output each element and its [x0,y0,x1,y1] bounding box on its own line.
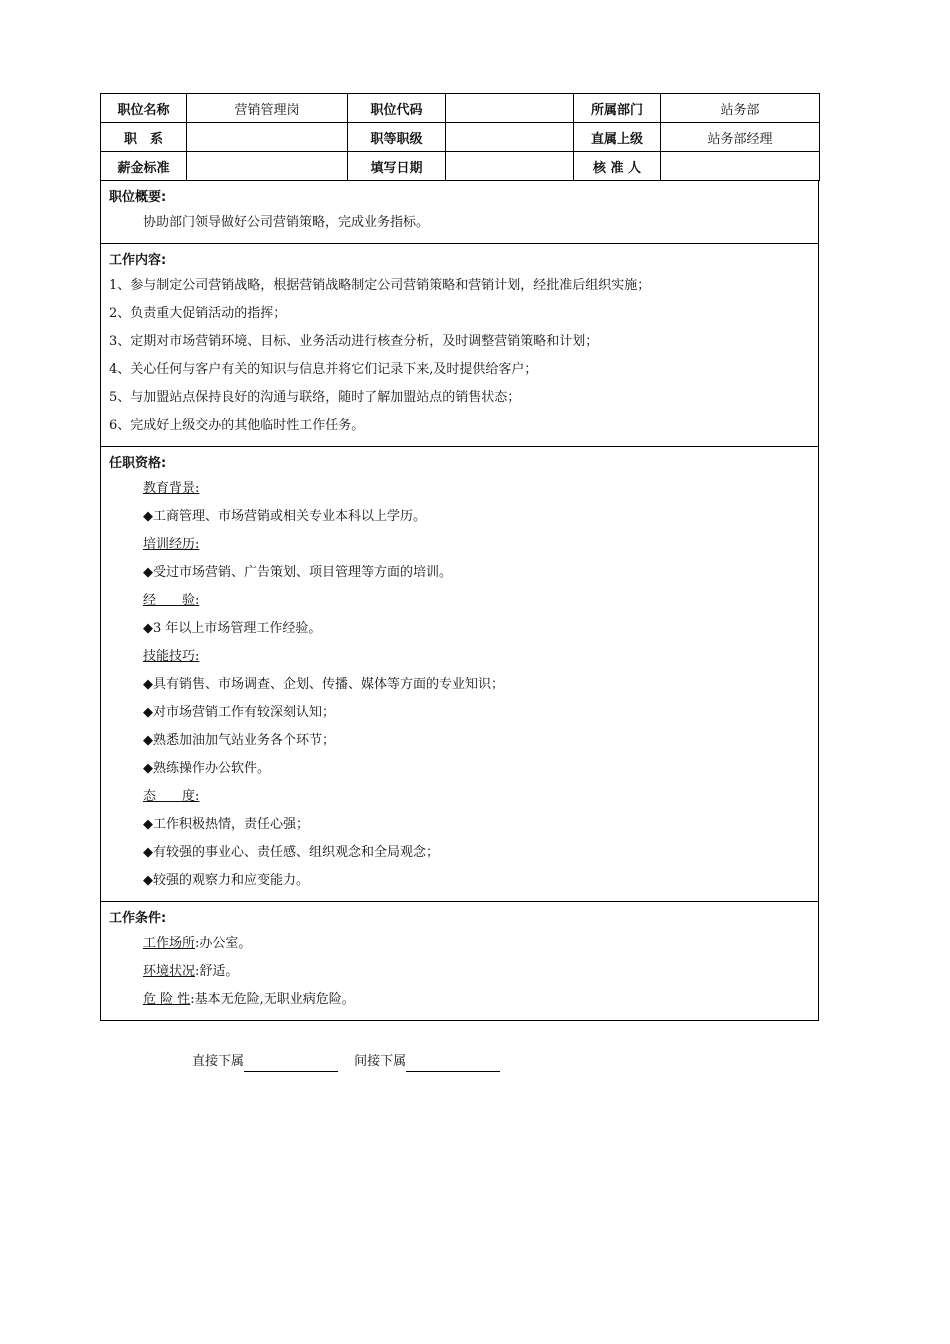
duty-item: 1、参与制定公司营销战略，根据营销战略制定公司营销策略和营销计划，经批准后组织实施； [109,278,651,293]
skills-item: ◆熟练操作办公软件。 [143,761,270,776]
skills-item: ◆对市场营销工作有较深刻认知； [143,705,335,720]
overview-text: 协助部门领导做好公司营销策略，完成业务指标。 [143,215,430,230]
qualifications-title: 任职资格: [109,456,167,471]
experience-heading [101,587,818,615]
duty-item: 4、关心任何与客户有关的知识与信息并将它们记录下来,及时提供给客户； [109,362,538,377]
skills-item: ◆具有销售、市场调查、企划、传播、媒体等方面的专业知识； [143,677,504,692]
education-heading [101,475,818,503]
header-row [101,152,820,181]
education-label: 教育背景: [143,481,200,496]
position-code-label: 职位代码 [348,94,446,123]
duty-item: 2、负责重大促销活动的指挥； [109,306,287,321]
experience-item: ◆3 年以上市场管理工作经验。 [143,621,322,636]
grade-label: 职等职级 [348,123,446,152]
job-family-label: 职 系 [101,123,187,152]
fill-date-value [446,152,574,181]
duty-item: 3、定期对市场营销环境、目标、业务活动进行核查分析，及时调整营销策略和计划； [109,334,599,349]
job-description-sheet [100,93,819,1021]
qualifications-section [100,447,819,902]
position-name-value: 营销管理岗 [187,94,348,123]
header-row [101,123,820,152]
education-item: ◆工商管理、市场营销或相关专业本科以上学历。 [143,509,426,524]
training-heading [101,531,818,559]
position-code-value [446,94,574,123]
attitude-heading [101,783,818,811]
skills-label: 技能技巧: [143,649,200,664]
duties-section [100,244,819,447]
indirect-subordinates-label: 间接下属 [354,1054,407,1069]
approver-value [661,152,820,181]
salary-value [187,152,348,181]
training-item: ◆受过市场营销、广告策划、项目管理等方面的培训。 [143,565,452,580]
header-row [101,94,820,123]
duty-item: 6、完成好上级交办的其他临时性工作任务。 [109,418,365,433]
conditions-title: 工作条件: [109,911,167,926]
approver-label: 核 准 人 [574,152,661,181]
indirect-subordinates-blank [406,1057,500,1072]
environment-label: 环境状况 [143,964,196,979]
duty-item: 5、与加盟站点保持良好的沟通与联络，随时了解加盟站点的销售状态； [109,390,521,405]
overview-section [100,181,819,244]
attitude-item: ◆工作积极热情，责任心强； [143,817,309,832]
conditions-section [100,902,819,1021]
attitude-label: 态 度: [143,789,200,804]
position-name-label: 职位名称 [101,94,187,123]
job-family-value [187,123,348,152]
environment-value: :舒适。 [195,964,239,979]
subordinates-footer [192,1052,512,1072]
skills-item: ◆熟悉加油加气站业务各个环节； [143,733,335,748]
department-value: 站务部 [661,94,820,123]
workplace-value: :办公室。 [195,936,252,951]
duties-title: 工作内容: [109,253,167,268]
supervisor-value: 站务部经理 [661,123,820,152]
skills-heading [101,643,818,671]
workplace-label: 工作场所 [143,936,196,951]
department-label: 所属部门 [574,94,661,123]
header-table [100,93,820,181]
salary-label: 薪金标准 [101,152,187,181]
overview-title: 职位概要: [109,190,167,205]
workplace-line [101,930,818,958]
direct-subordinates-blank [244,1057,338,1072]
environment-line [101,958,818,986]
attitude-item: ◆有较强的事业心、责任感、组织观念和全局观念； [143,845,439,860]
training-label: 培训经历: [143,537,200,552]
experience-label: 经 验: [143,593,200,608]
supervisor-label: 直属上级 [574,123,661,152]
grade-value [446,123,574,152]
risk-label: 危 险 性 [143,992,191,1007]
attitude-item: ◆较强的观察力和应变能力。 [143,873,309,888]
direct-subordinates-label: 直接下属 [192,1054,245,1069]
risk-line [101,986,818,1014]
risk-value: :基本无危险,无职业病危险。 [190,992,355,1007]
fill-date-label: 填写日期 [348,152,446,181]
